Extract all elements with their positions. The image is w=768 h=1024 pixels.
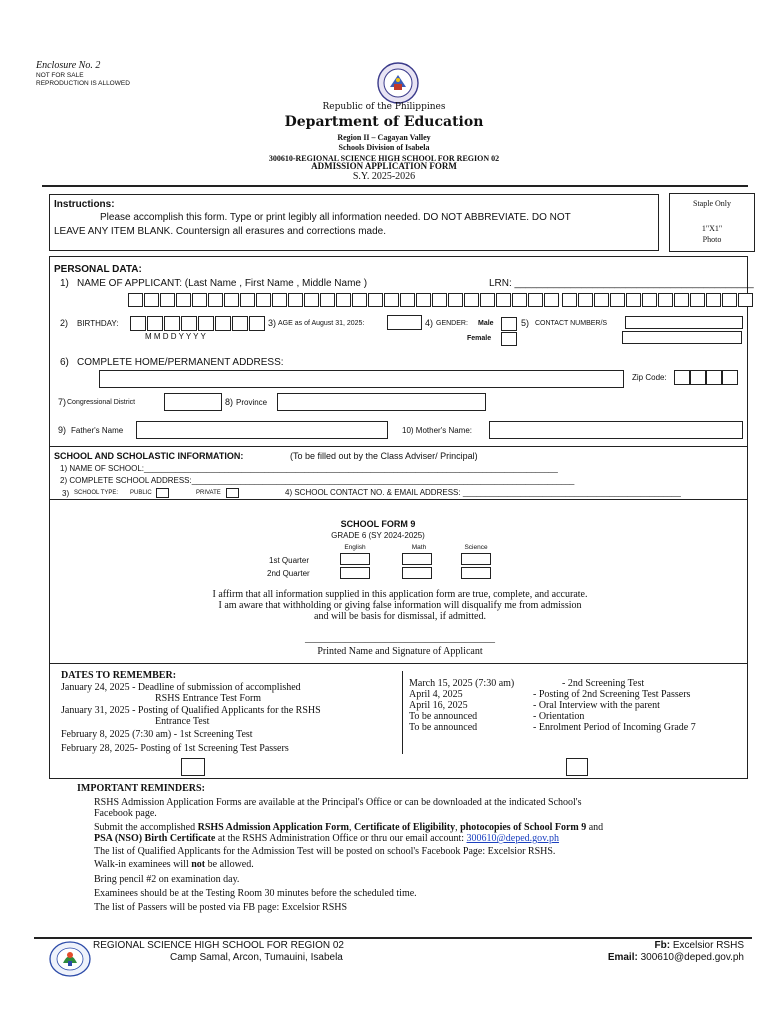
name-letter-cell[interactable]: [320, 293, 335, 307]
personal-divider: [49, 446, 748, 447]
reminder-7: The list of Passers will be posted via FB page: Excelsior RSHS: [94, 902, 348, 913]
contact-input-1[interactable]: [625, 316, 743, 329]
affirm-line3: and will be basis for dismissal, if admitted.: [314, 611, 486, 622]
name-letter-cell[interactable]: [512, 293, 527, 307]
name-letter-cell[interactable]: [642, 293, 657, 307]
contact-input-2[interactable]: [622, 331, 742, 344]
reminder-2-post: at the RSHS Administration Office or thru our email account:: [215, 833, 467, 844]
father-label: Father's Name: [71, 426, 124, 435]
birthday-digit-cell[interactable]: [249, 316, 265, 331]
birthday-digit-cell[interactable]: [130, 316, 146, 331]
reproduction-label: REPRODUCTION IS ALLOWED: [36, 80, 130, 87]
field-10-num: 10): [402, 426, 414, 435]
instructions-heading: Instructions:: [54, 199, 115, 210]
province-label: Province: [236, 398, 268, 407]
name-letter-cell[interactable]: [176, 293, 191, 307]
address-label: COMPLETE HOME/PERMANENT ADDRESS:: [77, 357, 284, 368]
date-left-6: February 28, 2025- Posting of 1st Screening Test Passers: [61, 743, 289, 754]
mother-input[interactable]: [489, 421, 743, 439]
photo-size-label: 1"X1": [701, 224, 723, 233]
sf9-subject-math: Math: [411, 544, 427, 551]
sf9-science-q1[interactable]: [461, 553, 491, 565]
name-letter-cell[interactable]: [352, 293, 367, 307]
name-letter-cell[interactable]: [594, 293, 609, 307]
footer-fb: [655, 940, 744, 951]
birthday-digit-cell[interactable]: [198, 316, 214, 331]
public-label: PUBLIC: [130, 490, 152, 496]
scholastic-heading: SCHOOL AND SCHOLASTIC INFORMATION:: [54, 451, 244, 461]
footer-fb-label: Fb:: [654, 940, 671, 951]
reminder-2-bold3: photocopies of School Form 9: [460, 822, 587, 833]
date-left-5: February 8, 2025 (7:30 am) - 1st Screening Test: [61, 729, 253, 740]
reminder-4: [94, 859, 254, 870]
sf9-english-q1[interactable]: [340, 553, 370, 565]
name-letter-cell[interactable]: [578, 293, 593, 307]
name-letter-cell[interactable]: [674, 293, 689, 307]
deped-seal-icon: [377, 62, 419, 104]
date-left-2: RSHS Entrance Test Form: [155, 693, 262, 704]
affirm-line1: I affirm that all information supplied in this application form are true, complete, and accurate.: [212, 589, 588, 600]
sf9-quarter-2: 2nd Quarter: [267, 569, 310, 578]
gender-label: GENDER:: [436, 320, 468, 327]
reminder-4-post: be allowed.: [205, 859, 254, 870]
affirm-line2: I am aware that withholding or giving false information will disqualify me from admission: [218, 600, 582, 611]
date-right-event: - 2nd Screening Test: [562, 678, 645, 689]
email-link[interactable]: 300610@deped.gov.ph: [466, 833, 559, 844]
footer-email-value: 300610@deped.gov.ph: [640, 952, 744, 963]
sf9-quarter-1: 1st Quarter: [269, 556, 310, 565]
date-right-event: - Posting of 2nd Screening Test Passers: [533, 689, 691, 700]
school-logo-icon: [48, 941, 92, 977]
father-input[interactable]: [136, 421, 388, 439]
birthday-digit-cell[interactable]: [147, 316, 163, 331]
reminder-2a: [94, 822, 603, 833]
name-letter-cell[interactable]: [544, 293, 559, 307]
female-label: Female: [467, 335, 492, 342]
field-9-num: 9): [58, 425, 67, 435]
reminder-2-and: and: [586, 822, 604, 833]
birthday-digit-cell[interactable]: [181, 316, 197, 331]
sf9-subtitle: GRADE 6 (SY 2024-2025): [331, 531, 425, 540]
date-right-event: - Enrolment Period of Incoming Grade 7: [533, 722, 696, 733]
scholastic-divider: [49, 499, 748, 500]
male-checkbox[interactable]: [501, 317, 517, 331]
republic-label: Republic of the Philippines: [322, 102, 446, 112]
department-label: Department of Education: [284, 114, 484, 130]
reminder-4-pre: Walk-in examinees will: [94, 859, 192, 870]
name-letter-cell[interactable]: [464, 293, 479, 307]
public-checkbox[interactable]: [156, 488, 169, 498]
field-4-num: 4): [425, 318, 434, 328]
footer-email: [608, 952, 744, 963]
reminder-2-bold4: PSA (NSO) Birth Certificate: [94, 833, 216, 844]
header-divider: [42, 185, 748, 187]
reminder-1a: RSHS Admission Application Forms are available at the Principal's Office or can be downloaded at the indicated School's: [94, 797, 582, 808]
contact-label: CONTACT NUMBER/S: [535, 320, 608, 327]
private-checkbox[interactable]: [226, 488, 239, 498]
reminder-3: The list of Qualified Applicants for the Admission Test will be posted on school's Facebook Page: Excelsior RSHS.: [94, 846, 556, 857]
applicant-name-label: NAME OF APPLICANT: (Last Name , First Name , Middle Name ): [77, 278, 368, 289]
date-right-date: March 15, 2025 (7:30 am): [409, 678, 515, 689]
reminder-2-bold1: RSHS Admission Application Form: [197, 822, 350, 833]
region-label: Region II – Cagayan Valley: [337, 133, 431, 142]
name-letter-cell[interactable]: [384, 293, 399, 307]
reminder-2-sep1: ,: [349, 822, 355, 833]
name-letter-cell[interactable]: [626, 293, 641, 307]
age-input[interactable]: [387, 315, 422, 330]
date-right-date: To be announced: [409, 711, 478, 722]
name-letter-cell[interactable]: [448, 293, 463, 307]
name-letter-cell[interactable]: [738, 293, 753, 307]
school-type-label: SCHOOL TYPE:: [74, 490, 119, 496]
division-label: Schools Division of Isabela: [338, 143, 430, 152]
name-letter-cell[interactable]: [690, 293, 705, 307]
enclosure-label: Enclosure No. 2: [36, 60, 101, 71]
date-left-1: January 24, 2025 - Deadline of submission of accomplished: [61, 682, 301, 693]
name-letter-cell[interactable]: [144, 293, 159, 307]
name-letter-cell[interactable]: [706, 293, 721, 307]
mother-label-full: [402, 426, 472, 435]
sf9-science-q2[interactable]: [461, 567, 491, 579]
lrn-label: LRN: ___________________________________________: [489, 278, 754, 289]
school-label: 300610-REGIONAL SCIENCE HIGH SCHOOL FOR REGION 02: [268, 154, 500, 163]
age-label: AGE as of August 31, 2025:: [278, 320, 365, 327]
date-left-4: Entrance Test: [155, 716, 210, 727]
footer-fb-value: Excelsior RSHS: [672, 940, 744, 951]
reminder-2b: [94, 833, 559, 844]
name-letter-cell[interactable]: [496, 293, 511, 307]
sf9-english-q2[interactable]: [340, 567, 370, 579]
school-type-num: 3): [62, 489, 70, 498]
reminders-heading: IMPORTANT REMINDERS:: [77, 783, 205, 794]
name-letter-cell[interactable]: [224, 293, 239, 307]
school-address-line[interactable]: 2) COMPLETE SCHOOL ADDRESS:______________________________________________________________________________________: [60, 476, 575, 485]
name-letter-cell[interactable]: [480, 293, 495, 307]
name-letter-cell[interactable]: [658, 293, 673, 307]
personal-heading: PERSONAL DATA:: [54, 264, 142, 275]
mother-label: Mother's Name:: [415, 426, 473, 435]
reminder-1b: Facebook page.: [94, 808, 157, 819]
district-input[interactable]: [164, 393, 222, 411]
name-letter-cell[interactable]: [128, 293, 143, 307]
photo-label: Photo: [702, 235, 722, 244]
name-letter-cell[interactable]: [240, 293, 255, 307]
province-input[interactable]: [277, 393, 486, 411]
footer-divider: [34, 937, 752, 939]
reminder-2-sep2: ,: [455, 822, 461, 833]
dates-heading: DATES TO REMEMBER:: [61, 670, 177, 681]
reminder-2-bold2: Certificate of Eligibility: [354, 822, 456, 833]
field-5-num: 5): [521, 318, 530, 328]
name-letter-cell[interactable]: [400, 293, 415, 307]
sf9-subject-science: Science: [464, 544, 488, 551]
date-left-3: January 31, 2025 - Posting of Qualified Applicants for the RSHS: [61, 705, 321, 716]
field-2-num: 2): [60, 318, 69, 328]
birthday-digit-cell[interactable]: [164, 316, 180, 331]
sf9-math-q1[interactable]: [402, 553, 432, 565]
birthday-digit-cell[interactable]: [215, 316, 231, 331]
name-letter-cell[interactable]: [256, 293, 271, 307]
reminder-4-bold: not: [191, 859, 206, 870]
name-letter-cell[interactable]: [272, 293, 287, 307]
zip-digit-cell[interactable]: [722, 370, 738, 385]
name-letter-cell[interactable]: [192, 293, 207, 307]
signature-line[interactable]: ______________________________________: [305, 633, 495, 644]
address-input[interactable]: [99, 370, 624, 388]
dates-check-box-left[interactable]: [181, 758, 205, 776]
field-3-num: 3): [268, 318, 277, 328]
footer-school: REGIONAL SCIENCE HIGH SCHOOL FOR REGION 02: [93, 940, 344, 951]
private-label: PRIVATE: [196, 490, 221, 496]
reminder-5: Bring pencil #2 on examination day.: [94, 874, 240, 885]
date-right-event: - Orientation: [533, 711, 585, 722]
sf9-subject-english: English: [344, 544, 366, 551]
name-letter-cell[interactable]: [610, 293, 625, 307]
instructions-line1: Please accomplish this form. Type or print legibly all information needed. DO NOT ABBREVIATE. DO NOT: [100, 212, 571, 223]
form-title: ADMISSION APPLICATION FORM: [311, 161, 457, 171]
dates-divider: [402, 671, 403, 754]
name-letter-cell[interactable]: [722, 293, 737, 307]
field-7-num: 7): [58, 397, 67, 407]
scholastic-note: (To be filled out by the Class Adviser/ Principal): [290, 451, 478, 461]
district-label: Congressional District: [67, 399, 136, 406]
dates-check-box-right[interactable]: [566, 758, 588, 776]
sf9-title: SCHOOL FORM 9: [340, 519, 416, 529]
date-right-event: - Oral Interview with the parent: [533, 700, 660, 711]
sf9-math-q2[interactable]: [402, 567, 432, 579]
name-letter-cell[interactable]: [562, 293, 577, 307]
name-letter-cell[interactable]: [304, 293, 319, 307]
field-1-num: 1): [60, 278, 69, 289]
name-letter-cell[interactable]: [432, 293, 447, 307]
name-letter-cell[interactable]: [368, 293, 383, 307]
signature-label: Printed Name and Signature of Applicant: [317, 646, 483, 657]
name-letter-cell[interactable]: [288, 293, 303, 307]
birthday-digit-cell[interactable]: [232, 316, 248, 331]
zip-digit-cell[interactable]: [674, 370, 690, 385]
reminder-2-pre: Submit the accomplished: [94, 822, 198, 833]
reminder-6: Examinees should be at the Testing Room 30 minutes before the scheduled time.: [94, 888, 417, 899]
date-right-date: To be announced: [409, 722, 478, 733]
staple-label: Staple Only: [693, 199, 731, 208]
birthday-format-hint: M M D D Y Y Y Y: [145, 332, 206, 341]
school-name-line[interactable]: 1) NAME OF SCHOOL:_____________________________________________________________________________________________: [60, 464, 558, 473]
school-contact-line[interactable]: 4) SCHOOL CONTACT NO. & EMAIL ADDRESS: _________________________________________________: [285, 488, 681, 497]
name-letter-cell[interactable]: [528, 293, 543, 307]
zip-digit-cell[interactable]: [706, 370, 722, 385]
name-letter-cell[interactable]: [336, 293, 351, 307]
instructions-line2: LEAVE ANY ITEM BLANK. Countersign all erasures and corrections made.: [54, 226, 387, 237]
school-year-label: S.Y. 2025-2026: [352, 171, 416, 182]
field-8-num: 8): [225, 397, 234, 407]
name-letter-cell[interactable]: [416, 293, 431, 307]
field-6-num: 6): [60, 357, 69, 368]
birthday-label: BIRTHDAY:: [77, 319, 119, 328]
male-label: Male: [478, 320, 494, 327]
date-right-date: April 16, 2025: [409, 700, 468, 711]
footer-email-label: Email:: [607, 952, 638, 963]
name-letter-cell[interactable]: [160, 293, 175, 307]
name-letter-cell[interactable]: [208, 293, 223, 307]
date-right-date: April 4, 2025: [409, 689, 463, 700]
footer-address: Camp Samal, Arcon, Tumauini, Isabela: [170, 952, 343, 963]
affirm-divider: [49, 663, 748, 664]
not-for-sale-label: NOT FOR SALE: [36, 72, 84, 79]
female-checkbox[interactable]: [501, 332, 517, 346]
zip-label: Zip Code:: [632, 373, 667, 382]
zip-digit-cell[interactable]: [690, 370, 706, 385]
